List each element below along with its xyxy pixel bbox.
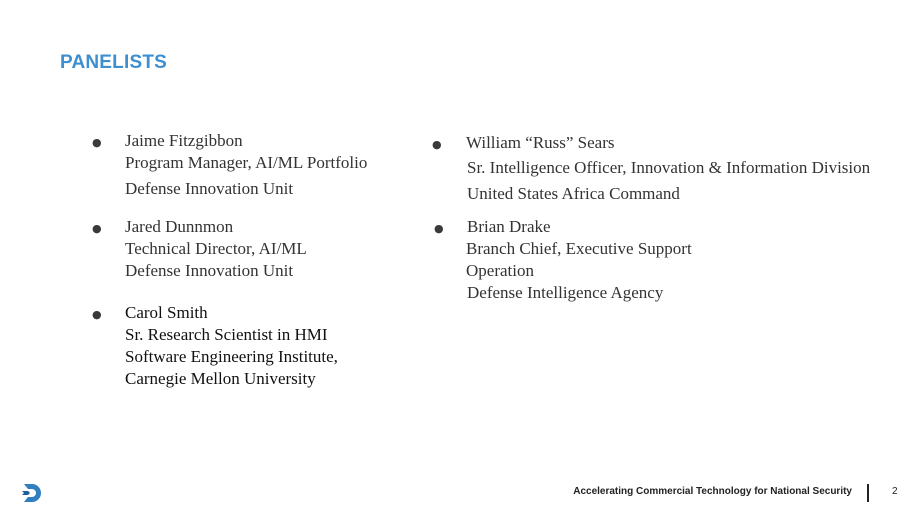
panelist-name: Brian Drake: [467, 217, 551, 236]
bullet-icon: ●: [92, 308, 102, 321]
panelist-org: Defense Innovation Unit: [125, 179, 294, 198]
panelist-role-line2: Operation: [466, 261, 534, 280]
panelist-name: William “Russ” Sears: [466, 133, 615, 152]
panelist-role: Sr. Research Scientist in HMI: [125, 325, 328, 344]
panelist-org: Software Engineering Institute,: [125, 347, 338, 366]
panelist-org: Defense Intelligence Agency: [467, 283, 664, 302]
diu-logo-icon: [20, 481, 44, 505]
slide-title: PANELISTS: [60, 52, 168, 73]
bullet-icon: ●: [432, 138, 442, 151]
panelist-name: Jaime Fitzgibbon: [125, 131, 243, 150]
panelist-role: Branch Chief, Executive Support: [466, 239, 692, 258]
panelist-org-line2: Carnegie Mellon University: [125, 369, 316, 388]
bullet-icon: ●: [92, 222, 102, 235]
panelist-name: Jared Dunnmon: [125, 217, 234, 236]
panelist-role: Program Manager, AI/ML Portfolio: [125, 153, 368, 172]
bullet-icon: ●: [434, 222, 444, 235]
panelist-org: Defense Innovation Unit: [125, 261, 294, 280]
page-number: 2: [892, 486, 898, 497]
footer-divider: [867, 484, 869, 502]
panelist-name: Carol Smith: [125, 303, 208, 322]
panelist-role: Sr. Intelligence Officer, Innovation & Information Division: [467, 158, 871, 177]
panelist-org: United States Africa Command: [467, 184, 680, 203]
footer-tagline: Accelerating Commercial Technology for National Security: [573, 486, 852, 497]
panelist-role: Technical Director, AI/ML: [125, 239, 307, 258]
bullet-icon: ●: [92, 136, 102, 149]
